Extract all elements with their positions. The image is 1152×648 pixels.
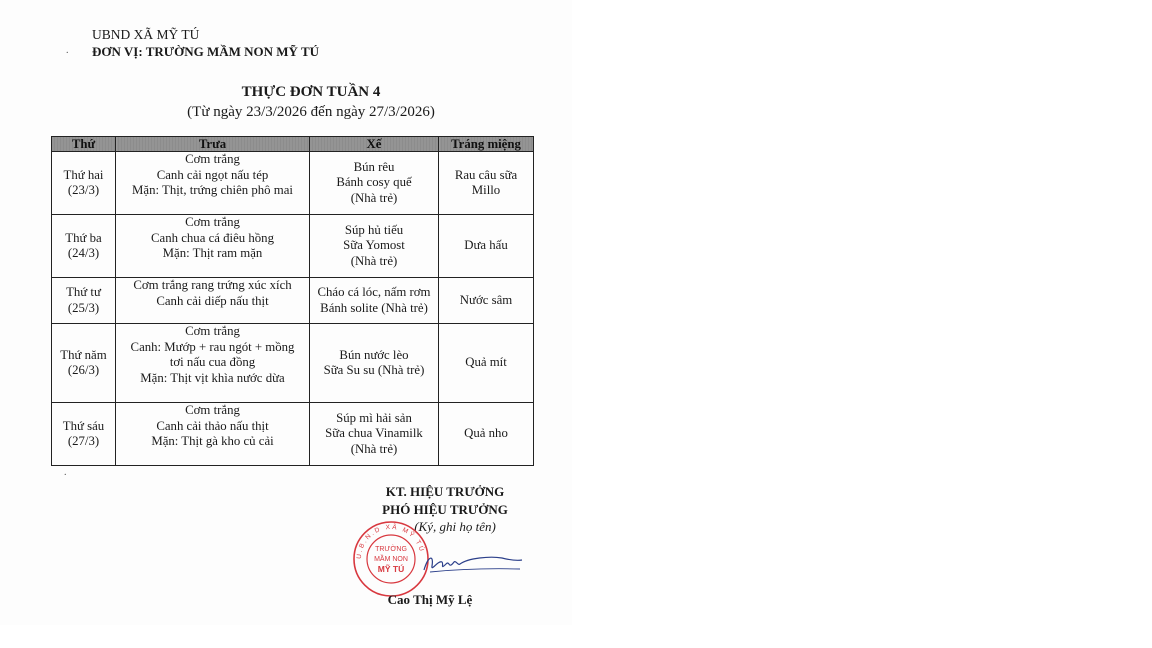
signature-title-2: PHÓ HIỆU TRƯỞNG [382, 502, 508, 517]
cell-lunch-line: Mặn: Thịt, trứng chiên phô mai [132, 183, 293, 197]
header-dessert: Tráng miệng [439, 137, 534, 152]
cell-dessert-line: Rau câu sữa [454, 167, 518, 182]
cell-snack [310, 215, 439, 278]
cell-snack-line: Bánh cosy quế [336, 175, 412, 190]
cell-snack-line: Bánh solite (Nhà trẻ) [320, 300, 428, 315]
stamp-ring-text: U.B.N.D XÃ MỸ TÚ [355, 523, 426, 560]
cell-day [52, 215, 116, 278]
cell-lunch-line: Mặn: Thịt vịt khìa nước dừa [140, 370, 285, 385]
cell-lunch-line: Canh: Mướp + rau ngót + mồng [130, 339, 295, 354]
cell-day-line: Thứ tư [66, 285, 101, 299]
signer-name: Cao Thị Mỹ Lệ [387, 592, 473, 607]
cell-dessert-line: Dưa hấu [464, 238, 508, 253]
cell-dessert-line: Millo [471, 183, 501, 197]
svg-text:U.B.N.D XÃ MỸ TÚ [356, 522, 427, 559]
menu-table [51, 136, 534, 466]
stamp-line-1: TRƯỜNG [375, 546, 407, 553]
cell-lunch-line: Cơm trắng [185, 215, 240, 229]
cell-snack-line: Sữa Su su (Nhà trẻ) [323, 363, 425, 377]
cell-day [52, 278, 116, 324]
cell-dessert [439, 403, 534, 466]
cell-snack [310, 403, 439, 466]
table-row [52, 324, 534, 403]
cell-lunch-line: Cơm trắng [185, 403, 240, 417]
cell-snack-line: Bún rêu [353, 159, 395, 174]
cell-day [52, 324, 116, 403]
cell-lunch [116, 403, 310, 466]
cell-snack-line: Súp mì hải sản [336, 410, 412, 425]
cell-day-line: (26/3) [67, 363, 100, 377]
cell-day-line: (27/3) [67, 434, 100, 448]
cell-lunch [116, 152, 310, 215]
menu-title: THỰC ĐƠN TUẦN 4 [241, 84, 381, 100]
cell-snack-line: (Nhà trẻ) [350, 253, 398, 268]
cell-day-line: Thứ sáu [62, 418, 105, 433]
cell-lunch-line: Cơm trắng rang trứng xúc xích [133, 278, 292, 292]
cell-snack-line: Cháo cá lóc, nấm rơm [317, 285, 431, 299]
cell-day-line: Thứ năm [60, 347, 107, 362]
cell-dessert-line: Nước sâm [459, 292, 513, 307]
cell-lunch [116, 215, 310, 278]
cell-dessert [439, 324, 534, 403]
stamp-line-2: MẦM NON [374, 556, 408, 563]
cell-lunch [116, 278, 310, 324]
table-row [52, 152, 534, 215]
cell-snack-line: Bún nước lèo [339, 347, 409, 362]
cell-day-line: Thứ hai [63, 167, 104, 182]
cell-snack [310, 324, 439, 403]
cell-day-line: Thứ ba [65, 230, 102, 245]
scan-dot: . [64, 467, 67, 478]
table-row [52, 278, 534, 324]
scan-dot: . [66, 45, 69, 56]
unit-name: ĐƠN VỊ: TRƯỜNG MẦM NON MỸ TÚ [92, 44, 320, 59]
menu-date-range: (Từ ngày 23/3/2026 đến ngày 27/3/2026) [187, 104, 435, 120]
cell-lunch [116, 324, 310, 403]
cell-dessert-line: Quả nho [464, 426, 508, 441]
cell-snack-line: (Nhà trẻ) [350, 441, 398, 456]
header-snack: Xế [310, 137, 439, 152]
header-day: Thứ [52, 137, 116, 152]
cell-lunch-line: Canh cải ngọt nấu tép [156, 167, 269, 182]
cell-dessert [439, 152, 534, 215]
cell-snack [310, 152, 439, 215]
cell-lunch-line: Canh cải thảo nấu thịt [156, 418, 269, 433]
cell-lunch-line: Mặn: Thịt ram mặn [162, 246, 263, 260]
cell-dessert [439, 278, 534, 324]
cell-snack-line: (Nhà trẻ) [350, 190, 398, 205]
cell-lunch-line: Cơm trắng [185, 152, 240, 166]
signature-instruction: (Ký, ghi họ tên) [414, 519, 496, 534]
stamp-line-3: MỸ TÚ [377, 564, 405, 574]
cell-snack-line: Súp hủ tiếu [344, 222, 404, 237]
cell-snack-line: Sữa Yomost [343, 238, 405, 253]
cell-snack [310, 278, 439, 324]
cell-lunch-line: Canh cải diếp nấu thịt [156, 293, 269, 308]
cell-lunch-line: Cơm trắng [185, 324, 240, 338]
table-row [52, 215, 534, 278]
header-lunch: Trưa [116, 137, 310, 152]
cell-lunch-line: Mặn: Thịt gà kho củ cải [151, 434, 274, 448]
cell-snack-line: Sữa chua Vinamilk [325, 426, 423, 441]
table-header-row [52, 137, 534, 152]
cell-day [52, 403, 116, 466]
committee-name: UBND XÃ MỸ TÚ [92, 27, 200, 42]
school-stamp [352, 520, 430, 598]
handwritten-signature [420, 548, 525, 578]
cell-dessert [439, 215, 534, 278]
document-page [0, 0, 572, 625]
cell-day-line: (24/3) [67, 246, 100, 260]
cell-dessert-line: Quả mít [465, 355, 507, 370]
signature-title-1: KT. HIỆU TRƯỞNG [385, 484, 505, 499]
table-row [52, 403, 534, 466]
cell-day-line: (25/3) [67, 300, 100, 315]
cell-lunch-line: Canh chua cá điêu hồng [151, 230, 274, 245]
cell-day-line: (23/3) [67, 183, 100, 197]
cell-day [52, 152, 116, 215]
cell-lunch-line: tơi nấu cua đồng [169, 355, 256, 369]
